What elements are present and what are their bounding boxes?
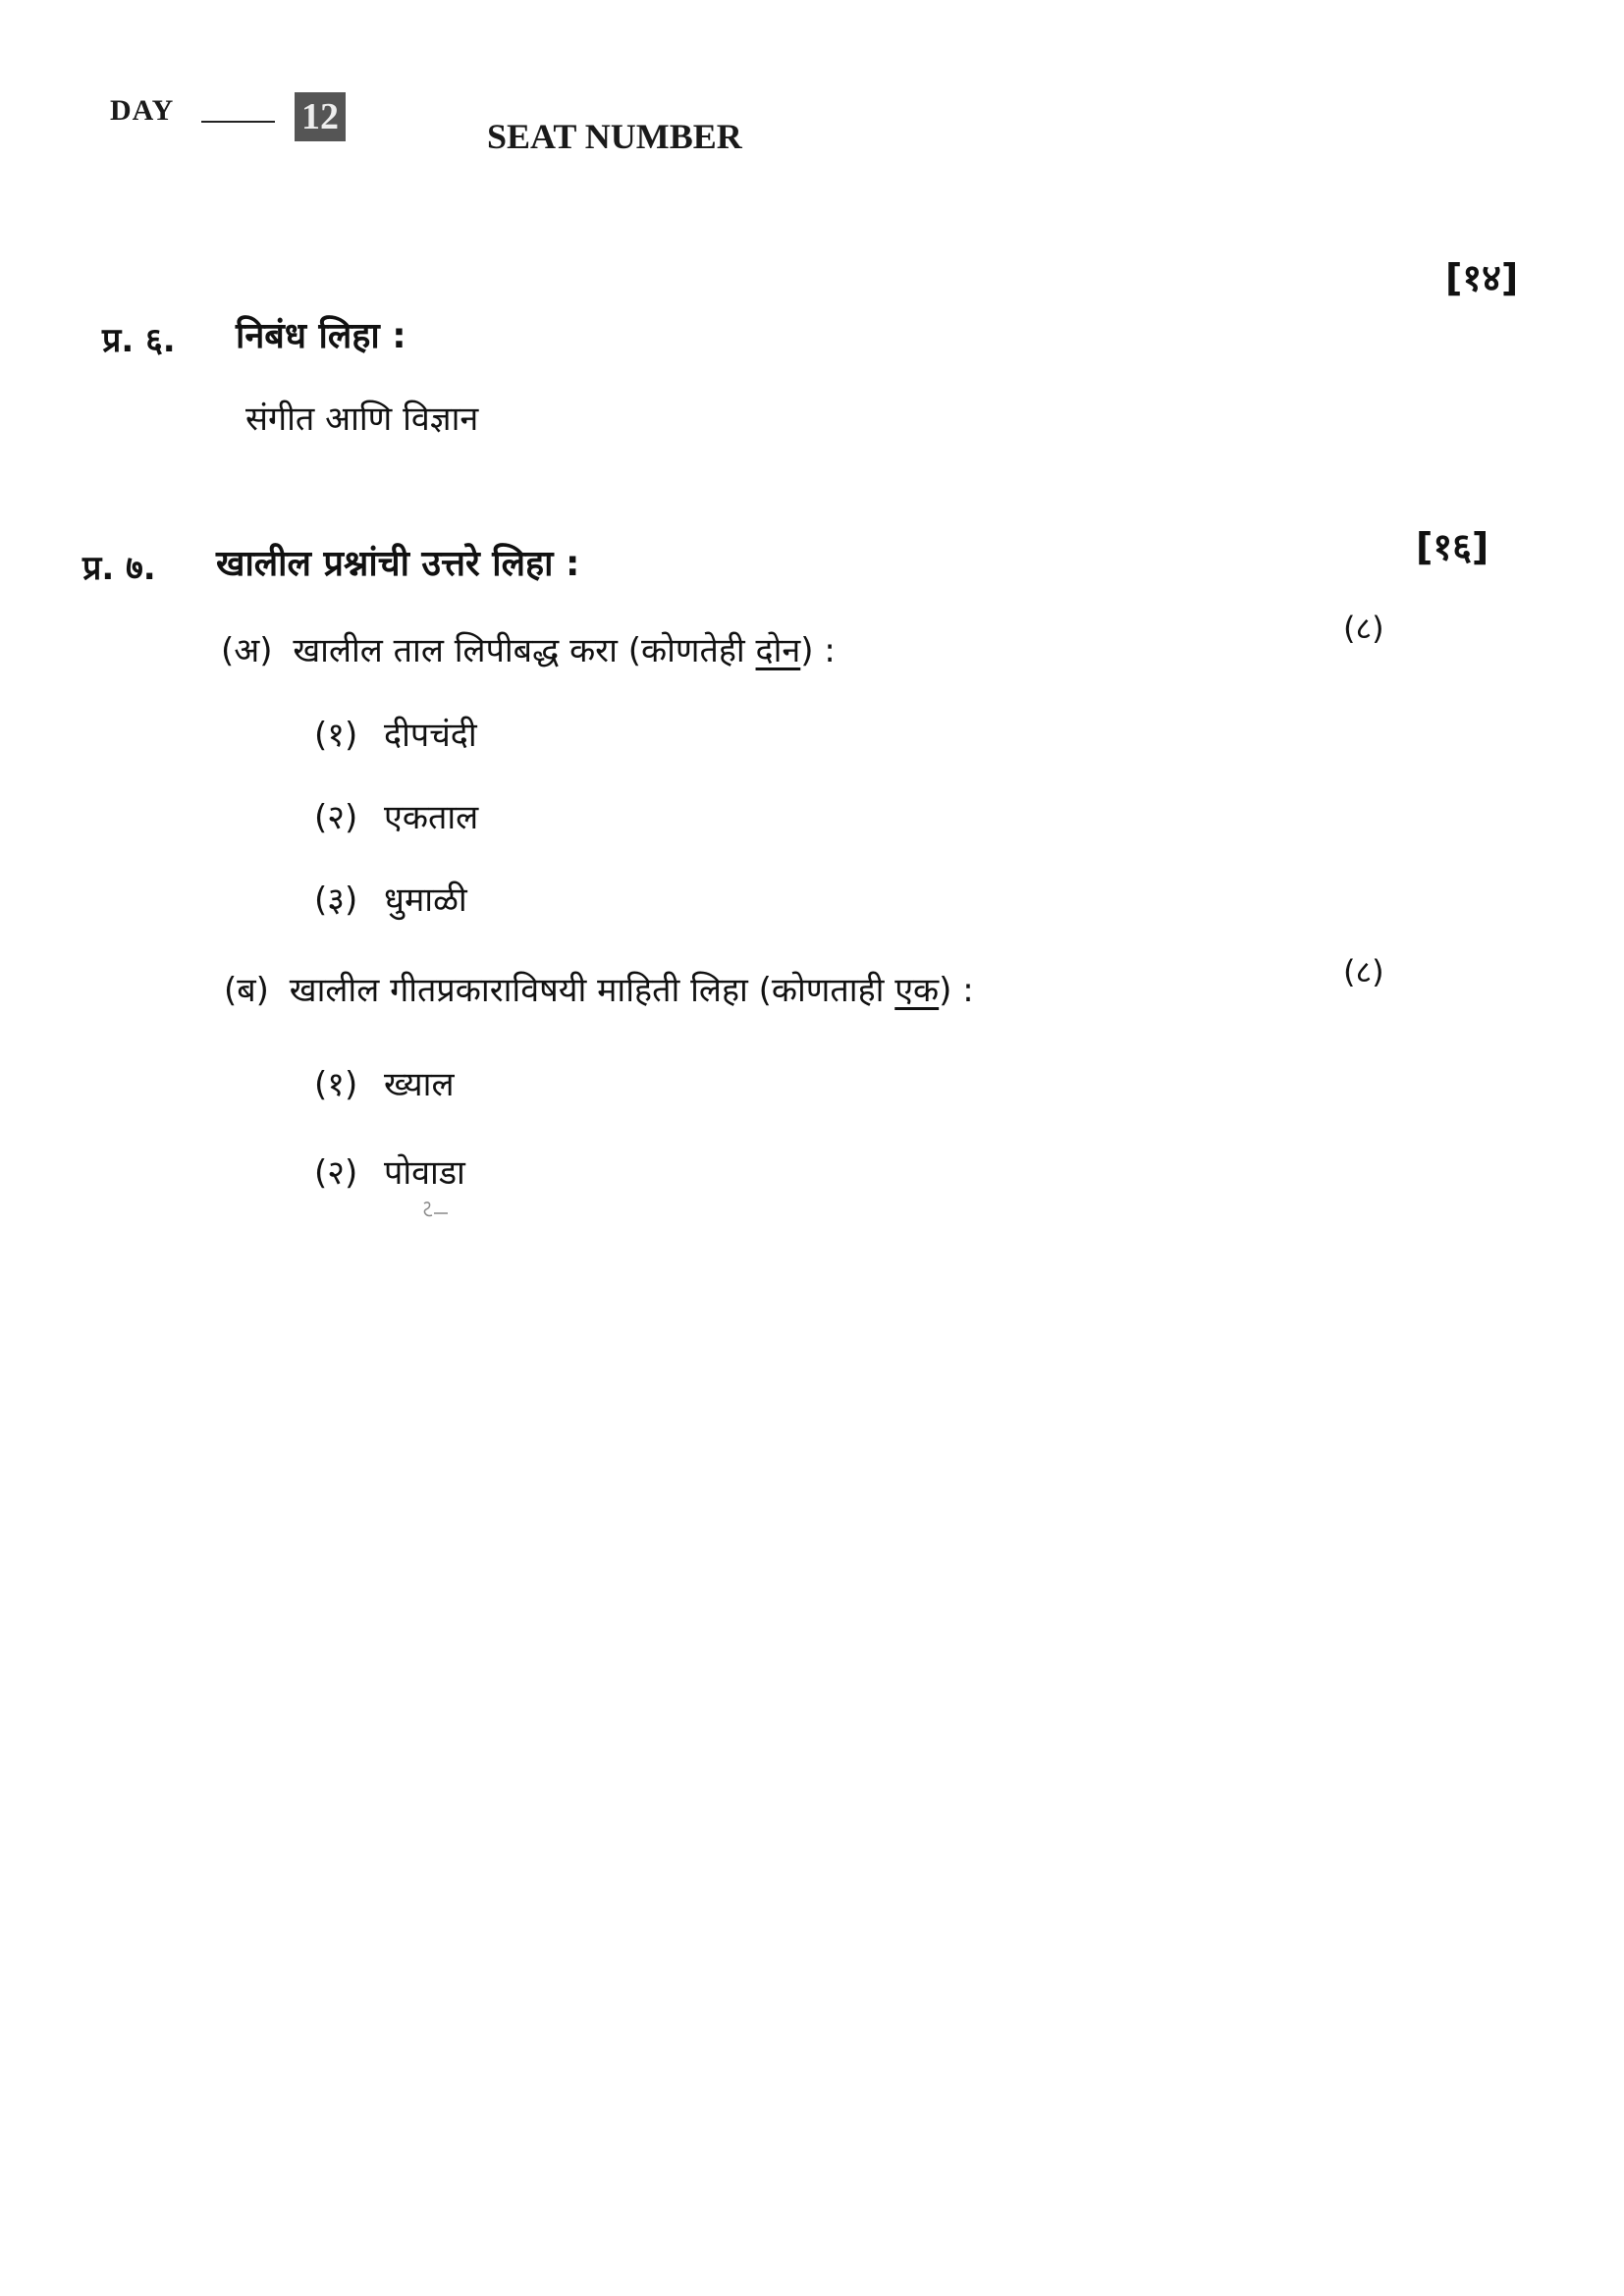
day-number-badge: 12 xyxy=(295,92,346,141)
q7b-emphasis: एक xyxy=(894,971,940,1010)
q7b-item-1 xyxy=(314,1060,455,1105)
q7a-text-after: ) : xyxy=(800,631,836,670)
q7a-text-before: खालील ताल लिपीबद्ध करा (कोणतेही xyxy=(293,631,756,670)
q7b-label: (ब) xyxy=(224,971,269,1010)
q7b-text-after: ) : xyxy=(939,971,974,1010)
end-mark-scribble-icon xyxy=(420,1200,467,1221)
q7-title: खालील प्रश्नांची उत्तरे लिहा : xyxy=(216,544,580,584)
item-text: ख्याल xyxy=(384,1065,455,1104)
item-number: (२) xyxy=(314,1153,358,1193)
seat-number-label: SEAT NUMBER xyxy=(487,117,742,156)
q7b-marks: (८) xyxy=(1343,953,1384,990)
item-text: पोवाडा xyxy=(384,1153,465,1193)
item-number: (१) xyxy=(314,1065,358,1104)
q6-title: निबंध लिहा : xyxy=(236,316,406,356)
q7-marks: [१६] xyxy=(1416,525,1489,568)
item-text: एकताल xyxy=(384,798,479,837)
q7a-item-2 xyxy=(314,793,478,838)
q7-number: प्र. ७. xyxy=(82,549,156,588)
q6-marks: [१४] xyxy=(1445,256,1519,299)
q6-essay-topic: संगीत आणि विज्ञान xyxy=(245,400,479,439)
q7a-item-3 xyxy=(314,876,467,921)
item-number: (३) xyxy=(314,881,358,920)
q7a-instruction xyxy=(221,626,836,671)
item-text: दीपचंदी xyxy=(384,716,477,755)
day-label: DAY xyxy=(110,94,175,127)
q7b-text-before: खालील गीतप्रकाराविषयी माहिती लिहा (कोणताही xyxy=(289,971,895,1010)
q7b-item-2 xyxy=(314,1148,465,1194)
day-dash-divider xyxy=(201,121,275,123)
item-text: धुमाळी xyxy=(384,881,467,920)
item-number: (१) xyxy=(314,716,358,755)
item-number: (२) xyxy=(314,798,358,837)
q6-number: प्र. ६. xyxy=(102,321,176,360)
q7a-item-1 xyxy=(314,711,477,756)
q7a-label: (अ) xyxy=(221,631,273,670)
q7b-instruction xyxy=(224,966,974,1011)
q7a-marks: (८) xyxy=(1343,610,1384,647)
q7a-emphasis: दोन xyxy=(755,631,801,670)
